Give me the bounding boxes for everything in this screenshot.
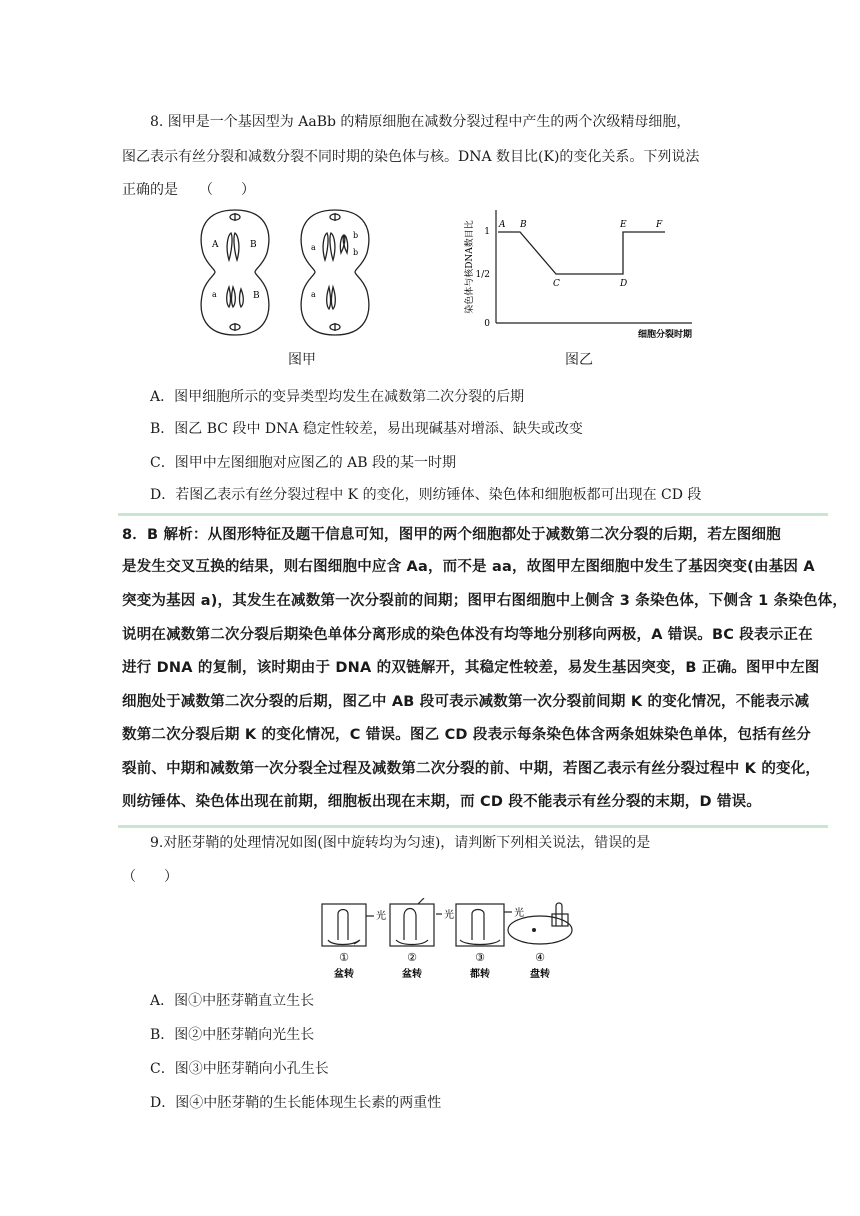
figure-yi-chart <box>460 205 705 345</box>
ytick-1: 1 <box>484 227 490 237</box>
label-a-left: a <box>212 290 217 299</box>
q9-option-b: B．图②中胚芽鞘向光生长 <box>150 1027 315 1043</box>
k-line <box>498 232 665 274</box>
answer-8-line: 裂前、中期和减数第一次分裂全过程及减数第二次分裂的前、中期，若图乙表示有丝分裂过程中 K 的变化， <box>122 761 821 777</box>
point-E: E <box>620 220 627 230</box>
figure-jia <box>195 205 395 340</box>
q8-stem-line3: 正确的是 （ ） <box>122 182 255 198</box>
light-label-1: 光 <box>376 911 386 922</box>
q8-option-d: D．若图乙表示有丝分裂过程中 K 的变化，则纺锤体、染色体和细胞板都可出现在 CD 段 <box>150 487 702 503</box>
q8-option-c: C．图甲中左图细胞对应图乙的 AB 段的某一时期 <box>150 455 457 471</box>
point-C: C <box>553 279 560 289</box>
point-A: A <box>499 220 506 230</box>
rot-label-2: 盆转 <box>402 969 422 980</box>
label-B-left: B <box>250 240 257 250</box>
answer-8-line: 8．B 解析：从图形特征及题干信息可知，图甲的两个细胞都处于减数第二次分裂的后期，若左图细胞 <box>122 527 781 543</box>
q8-stem-line2: 图乙表示有丝分裂和减数分裂不同时期的染色体与核。DNA 数目比(K)的变化关系。下列说法 <box>122 149 700 165</box>
q9-option-d: D．图④中胚芽鞘的生长能体现生长素的两重性 <box>150 1095 442 1111</box>
label-b-right2: b <box>353 248 359 257</box>
point-F: F <box>656 220 663 230</box>
ytick-0: 0 <box>484 319 490 329</box>
chart-xlabel: 细胞分裂时期 <box>637 330 692 340</box>
chart-ylabel: 染色体与核DNA数目比 <box>465 220 475 314</box>
fig-jia-caption: 图甲 <box>288 352 316 368</box>
answer-8-line: 进行 DNA 的复制，该时期由于 DNA 的双链解开，其稳定性较差，易发生基因突变，B 正确。图甲中左图 <box>122 660 820 676</box>
rot-label-1: 盆转 <box>334 969 354 980</box>
num-3: ③ <box>475 951 485 964</box>
answer-8-line: 则纺锤体、染色体出现在前期，细胞板出现在末期，而 CD 段不能表示有丝分裂的末期，D 错误。 <box>122 794 762 810</box>
label-a-right2: a <box>311 290 316 299</box>
rot-label-3: 都转 <box>470 969 490 980</box>
q8-option-a: A．图甲细胞所示的变异类型均发生在减数第二次分裂的后期 <box>150 389 525 405</box>
num-1: ① <box>339 951 349 964</box>
figure-coleoptile <box>318 898 578 980</box>
label-b-right1: b <box>353 231 359 240</box>
q9-stem-line2: （ ） <box>122 869 178 885</box>
label-a-right1: a <box>311 243 316 252</box>
num-2: ② <box>407 951 417 964</box>
light-label-2: 光 <box>444 910 454 921</box>
rot-label-4: 盘转 <box>530 969 550 980</box>
point-B: B <box>520 220 527 230</box>
answer-8-line: 数第二次分裂后期 K 的变化情况，C 错误。图乙 CD 段表示每条染色体含两条姐妹染色单体，包括有丝分 <box>122 727 811 743</box>
label-B-left-lower: B <box>253 291 260 301</box>
answer-8-line: 是发生交叉互换的结果，则右图细胞中应含 Aa，而不是 aa，故图甲左图细胞中发生了基因突变(由基因 A <box>122 559 815 575</box>
answer-8-line: 突变为基因 a)，其发生在减数第一次分裂前的间期；图甲右图细胞中上侧含 3 条染色体，下侧含 1 条染色体， <box>122 593 848 609</box>
q9-stem-line1: 9.对胚芽鞘的处理情况如图(图中旋转均为匀速)，请判断下列相关说法，错误的是 <box>150 835 651 851</box>
right-cell <box>301 210 369 335</box>
light-label-3: 光 <box>514 908 524 919</box>
answer-8-line: 细胞处于减数第二次分裂的后期，图乙中 AB 段可表示减数第一次分裂前间期 K 的变化情况，不能表示减 <box>122 694 810 710</box>
num-4: ④ <box>535 951 545 964</box>
q9-option-a: A．图①中胚芽鞘直立生长 <box>150 993 315 1009</box>
left-cell <box>201 210 269 335</box>
point-D: D <box>620 279 628 289</box>
ytick-half: 1/2 <box>475 270 490 280</box>
fig-yi-caption: 图乙 <box>565 352 593 368</box>
label-A-left: A <box>212 240 219 250</box>
answer-8-line: 说明在减数第二次分裂后期染色单体分离形成的染色体没有均等地分别移向两极，A 错误。BC 段表示正在 <box>122 627 813 643</box>
q8-option-b: B．图乙 BC 段中 DNA 稳定性较差，易出现碱基对增添、缺失或改变 <box>150 421 583 437</box>
q8-stem-line1: 8. 图甲是一个基因型为 AaBb 的精原细胞在减数分裂过程中产生的两个次级精母细胞， <box>150 114 691 130</box>
q9-option-c: C．图③中胚芽鞘向小孔生长 <box>150 1061 329 1077</box>
